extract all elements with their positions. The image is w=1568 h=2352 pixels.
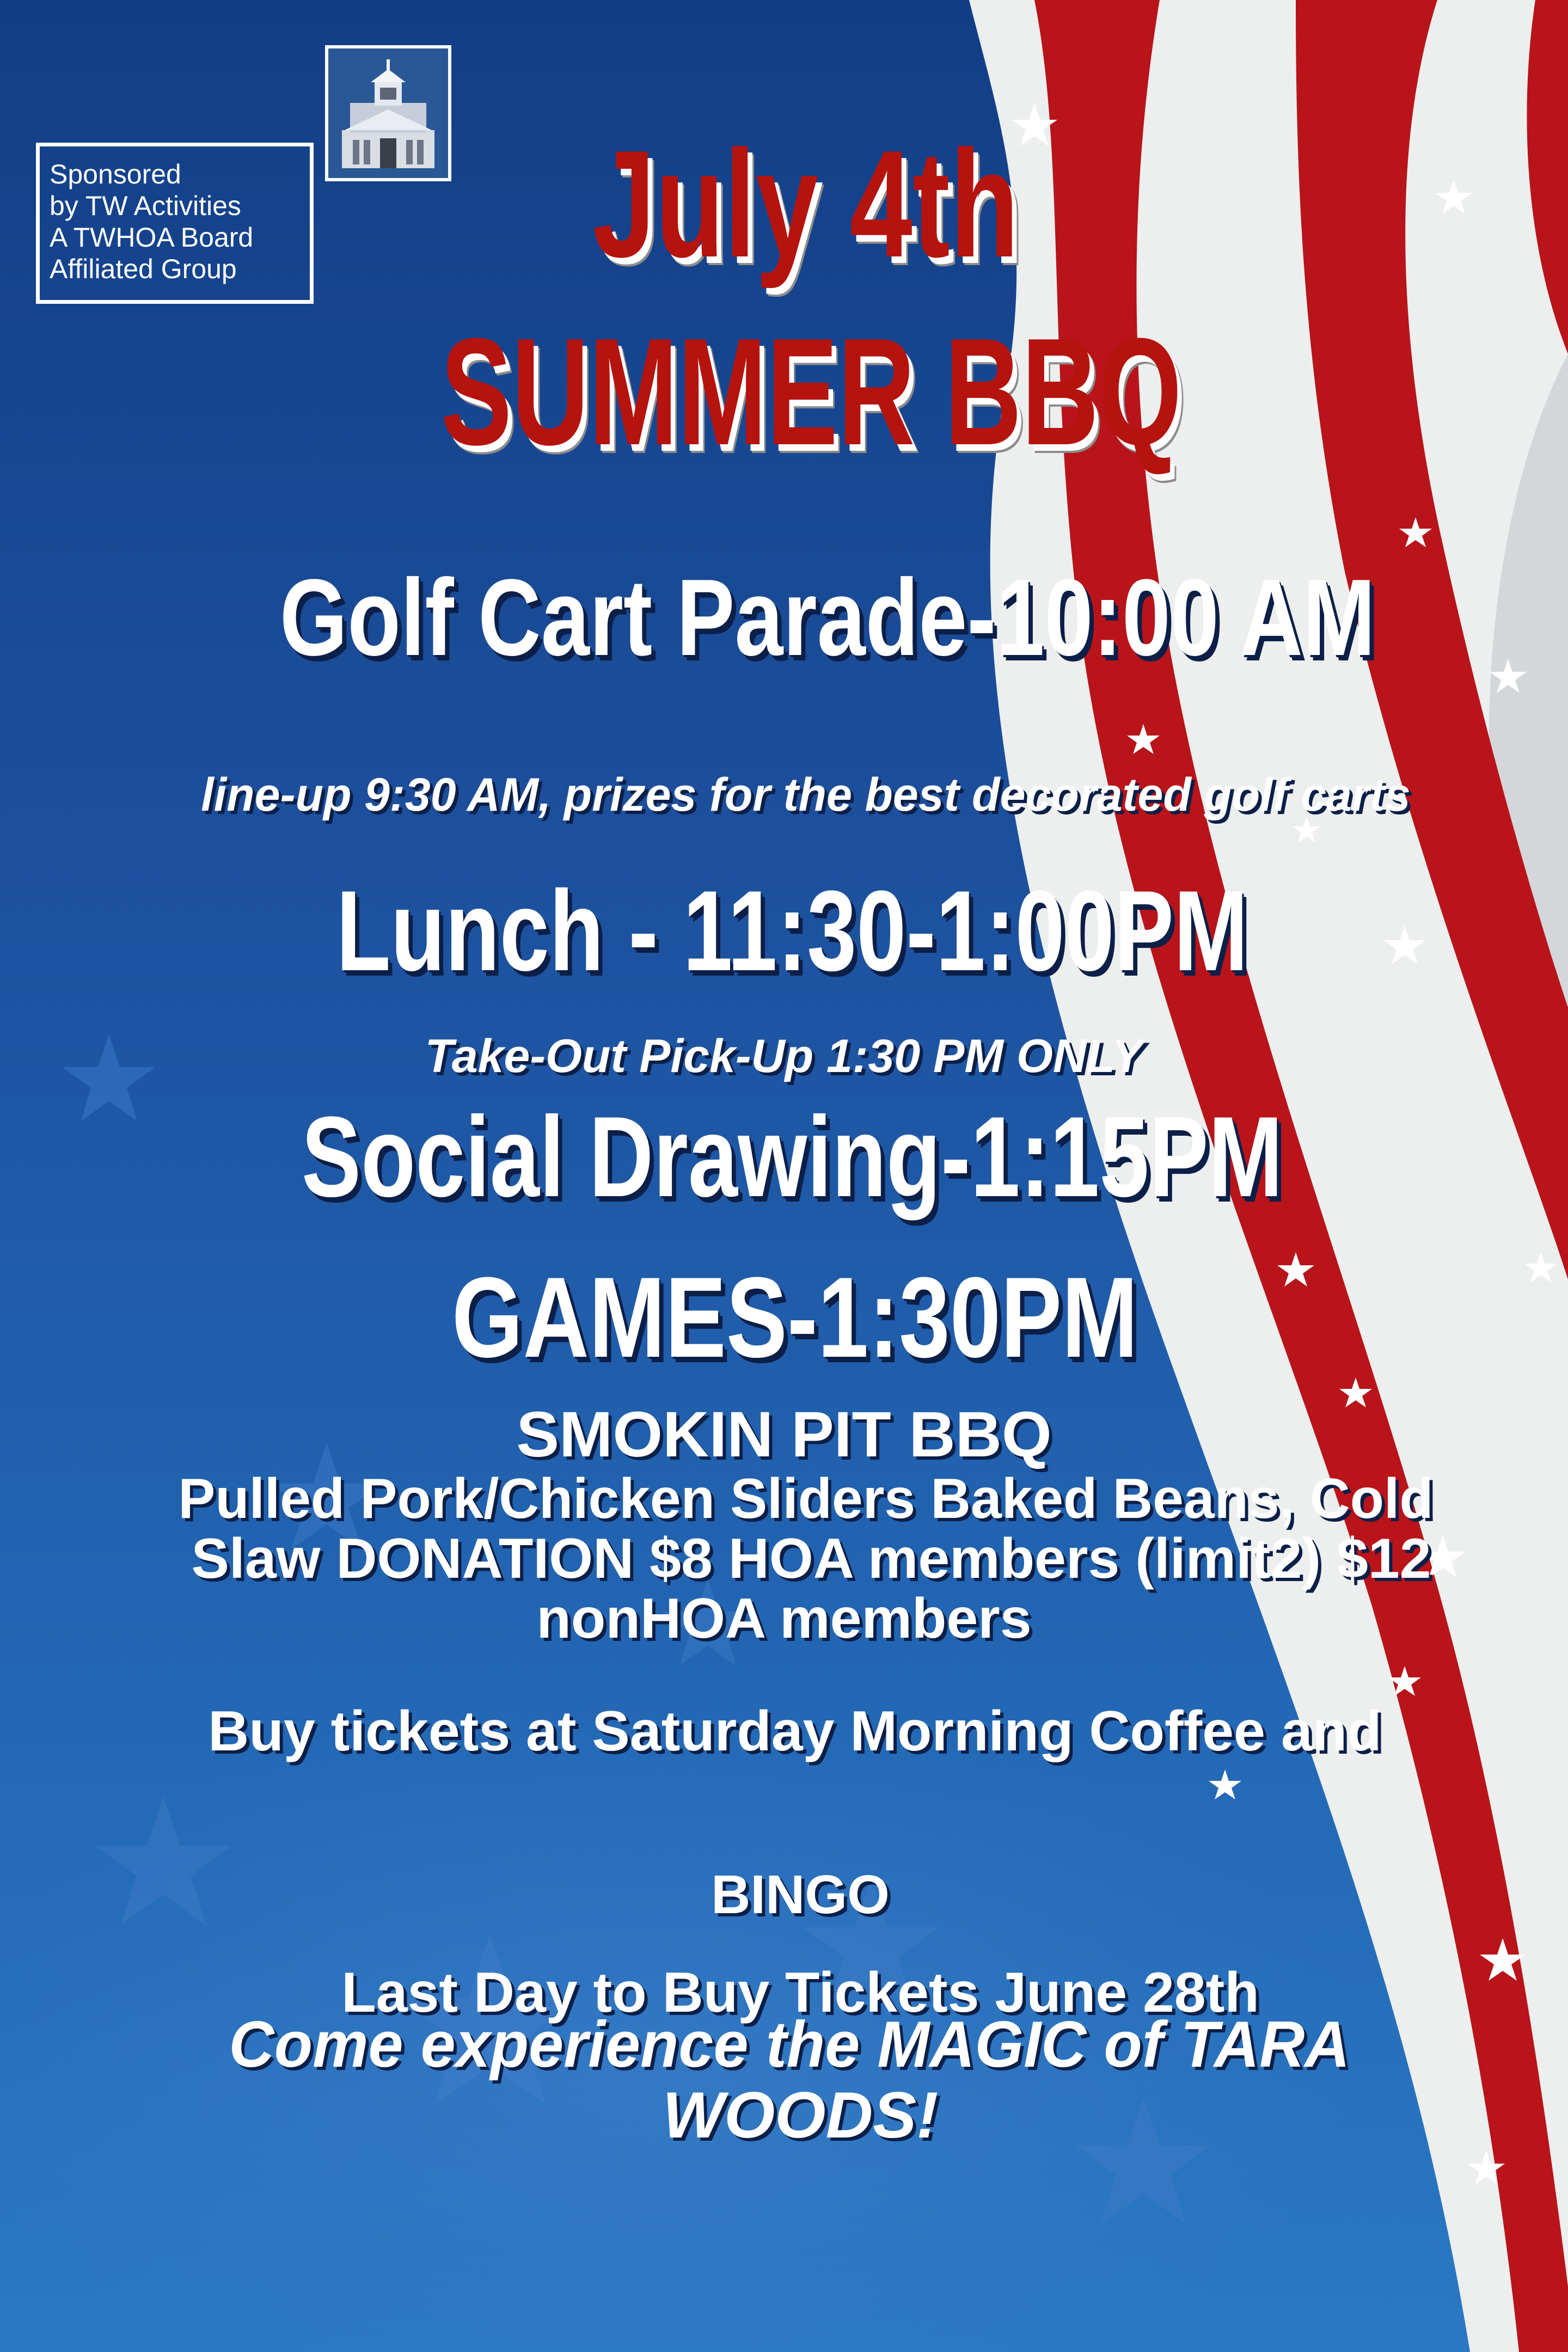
parade-time: Golf Cart Parade-10:00 AM bbox=[279, 557, 1376, 678]
tickets-line-2: BINGO bbox=[711, 1864, 890, 1925]
tickets-line-1: Buy tickets at Saturday Morning Coffee and bbox=[208, 1700, 1382, 1763]
takeout-note: Take-Out Pick-Up 1:30 PM ONLY bbox=[425, 1030, 1143, 1082]
title-line-1: July 4th bbox=[592, 119, 1019, 289]
closing-line-2: WOODS! bbox=[662, 2079, 939, 2152]
menu-line-2: Slaw DONATION $8 HOA members (limit2) $12 bbox=[191, 1527, 1431, 1590]
menu-line-3: nonHOA members bbox=[536, 1587, 1032, 1650]
closing-line-1: Come experience the MAGIC of TARA bbox=[229, 2008, 1350, 2081]
sponsor-line: Affiliated Group bbox=[50, 254, 237, 284]
sponsor-line: Sponsored bbox=[50, 159, 181, 189]
menu-line-1: Pulled Pork/Chicken Sliders Baked Beans, Cold bbox=[178, 1467, 1434, 1530]
tickets-deadline: Last Day to Buy Tickets June 28th bbox=[341, 1961, 1259, 2024]
sponsor-line: A TWHOA Board bbox=[50, 222, 254, 253]
drawing-time: Social Drawing-1:15PM bbox=[301, 1093, 1283, 1221]
vendor-name: SMOKIN PIT BBQ bbox=[516, 1399, 1052, 1471]
games-time: GAMES-1:30PM bbox=[451, 1253, 1138, 1381]
lunch-time: Lunch - 11:30-1:00PM bbox=[336, 867, 1248, 995]
title-line-2: SUMMER BBQ bbox=[440, 307, 1182, 477]
sponsor-line: by TW Activities bbox=[50, 191, 241, 221]
parade-note: line-up 9:30 AM, prizes for the best decorated golf carts bbox=[201, 769, 1411, 821]
